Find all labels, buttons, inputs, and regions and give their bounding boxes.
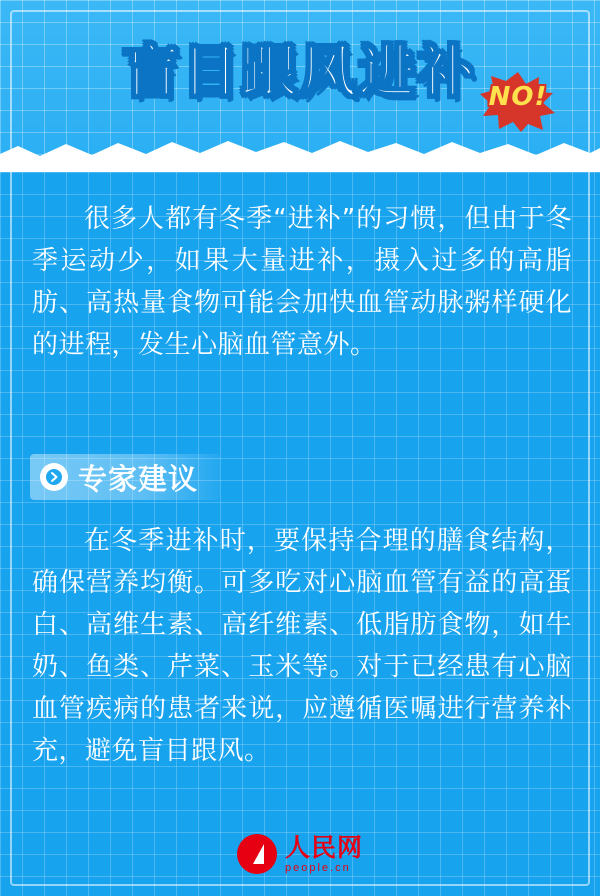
chevron-right-icon — [40, 463, 68, 491]
logo-domain: people.cn — [284, 861, 351, 874]
no-starburst-badge — [480, 72, 556, 132]
advice-paragraph: 在冬季进补时，要保持合理的膳食结构，确保营养均衡。可多吃对心脑血管有益的高蛋白、高维生素、高纤维素、低脂肪食物，如牛奶、鱼类、芹菜、玉米等。对于已经患有心脑血管疾病的患者来说，应遵循医嘱进行营养补充，避免盲目跟风。 — [32, 526, 572, 766]
poster-body — [0, 172, 600, 896]
logo-text — [284, 832, 363, 874]
people-cn-logo-icon — [237, 834, 277, 874]
logo-chinese-name: 人民网 — [284, 832, 363, 862]
poster-header — [0, 0, 600, 172]
intro-paragraph: 很多人都有冬季“进补”的习惯，但由于冬季运动少，如果大量进补，摄入过多的高脂肪、高热量食物可能会加快血管动脉粥样硬化的进程，发生心脑血管意外。 — [32, 204, 572, 360]
no-badge-label: NO! — [488, 82, 548, 112]
page-title: 盲目跟风进补 — [123, 40, 477, 105]
footer-logo — [0, 834, 600, 874]
expert-advice-heading — [30, 454, 220, 500]
section-title: 专家建议 — [78, 461, 199, 496]
